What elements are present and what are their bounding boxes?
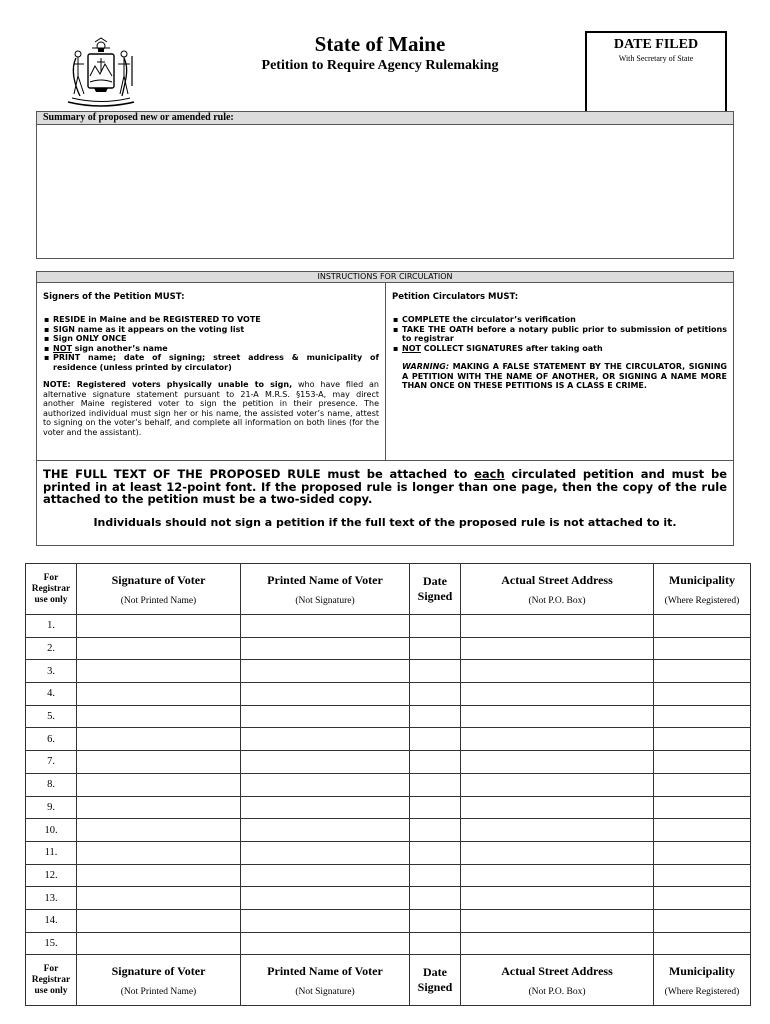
municipality-cell[interactable] [654, 932, 751, 955]
municipality-cell[interactable] [654, 728, 751, 751]
circulators-heading: Petition Circulators MUST: [392, 292, 519, 302]
printed-name-cell[interactable] [241, 932, 410, 955]
table-row [26, 683, 751, 706]
signature-cell[interactable] [77, 773, 241, 796]
row-number: 5. [26, 705, 77, 728]
list-item: ▪ TAKE THE OATH before a notary public prior to submission of petitions to registrar [392, 325, 727, 344]
header-municipality-label: Municipality [668, 572, 735, 587]
warning-label: WARNING: [402, 362, 450, 371]
footer-address [461, 955, 654, 1006]
signature-cell[interactable] [77, 615, 241, 638]
printed-name-cell[interactable] [241, 660, 410, 683]
page-title: State of Maine [314, 32, 446, 56]
table-row [26, 864, 751, 887]
instructions-box [36, 271, 734, 546]
date-cell[interactable] [410, 864, 461, 887]
signature-cell[interactable] [77, 841, 241, 864]
printed-name-cell[interactable] [241, 819, 410, 842]
date-cell[interactable] [410, 637, 461, 660]
printed-name-cell[interactable] [241, 887, 410, 910]
municipality-cell[interactable] [654, 637, 751, 660]
footer-date [410, 955, 461, 1006]
signers-list [43, 315, 379, 372]
printed-name-cell[interactable] [241, 841, 410, 864]
address-cell[interactable] [461, 819, 654, 842]
underlined-not: NOT [402, 343, 421, 353]
full-text-requirement [37, 461, 733, 506]
date-cell[interactable] [410, 841, 461, 864]
footer-municipality [654, 955, 751, 1006]
address-cell[interactable] [461, 864, 654, 887]
full-text-each: each [474, 467, 505, 481]
signature-cell[interactable] [77, 751, 241, 774]
address-cell[interactable] [461, 660, 654, 683]
list-item: ▪ COMPLETE the circulator’s verification [392, 315, 727, 325]
footer-signature-sub: (Not Printed Name) [120, 986, 197, 997]
date-cell[interactable] [410, 932, 461, 955]
date-cell[interactable] [410, 909, 461, 932]
footer-registrar-label: For Registrar use only [31, 963, 71, 996]
signature-cell[interactable] [77, 728, 241, 751]
printed-name-cell[interactable] [241, 796, 410, 819]
instructions-heading: INSTRUCTIONS FOR CIRCULATION [37, 272, 733, 283]
header-printed [241, 564, 410, 615]
signature-cell[interactable] [77, 705, 241, 728]
address-cell[interactable] [461, 841, 654, 864]
printed-name-cell[interactable] [241, 705, 410, 728]
footer-printed [241, 955, 410, 1006]
address-cell[interactable] [461, 705, 654, 728]
table-row [26, 660, 751, 683]
municipality-cell[interactable] [654, 705, 751, 728]
municipality-cell[interactable] [654, 660, 751, 683]
table-header-row [26, 564, 751, 615]
table-footer-row [26, 955, 751, 1006]
date-cell[interactable] [410, 728, 461, 751]
list-item: ▪ Sign ONLY ONCE [43, 334, 379, 344]
printed-name-cell[interactable] [241, 751, 410, 774]
address-cell[interactable] [461, 932, 654, 955]
list-item-text: COLLECT SIGNATURES after taking oath [420, 343, 603, 353]
list-item [43, 344, 379, 354]
table-row [26, 819, 751, 842]
row-number: 8. [26, 773, 77, 796]
table-row [26, 909, 751, 932]
address-cell[interactable] [461, 909, 654, 932]
row-number: 2. [26, 637, 77, 660]
municipality-cell[interactable] [654, 615, 751, 638]
printed-name-cell[interactable] [241, 615, 410, 638]
circulators-list [392, 315, 727, 353]
footer-municipality-label: Municipality [668, 963, 735, 978]
date-cell[interactable] [410, 773, 461, 796]
header-signature [77, 564, 241, 615]
date-cell[interactable] [410, 660, 461, 683]
date-filed-label: DATE FILED [613, 37, 699, 52]
note-paragraph [43, 380, 379, 438]
header-registrar [26, 564, 77, 615]
address-cell[interactable] [461, 796, 654, 819]
municipality-cell[interactable] [654, 841, 751, 864]
footer-address-label: Actual Street Address [501, 963, 613, 978]
address-cell[interactable] [461, 637, 654, 660]
date-cell[interactable] [410, 887, 461, 910]
list-item: ▪ RESIDE in Maine and be REGISTERED TO VOTE [43, 315, 379, 325]
underlined-not: NOT [53, 343, 72, 353]
header-municipality-sub: (Where Registered) [664, 595, 740, 606]
date-filed-sub: With Secretary of State [618, 54, 694, 63]
table-row [26, 705, 751, 728]
list-item: ▪ PRINT name; date of signing; street address & municipality of residence (unless printed by circulator) [43, 353, 379, 372]
table-body [26, 615, 751, 955]
header-signature-label: Signature of Voter [111, 572, 206, 587]
row-number: 10. [26, 819, 77, 842]
header-date-label: Date Signed [417, 574, 453, 603]
address-cell[interactable] [461, 615, 654, 638]
municipality-cell[interactable] [654, 864, 751, 887]
header-printed-sub: (Not Signature) [295, 595, 355, 606]
header-municipality [654, 564, 751, 615]
row-number: 3. [26, 660, 77, 683]
footer-signature-label: Signature of Voter [111, 963, 206, 978]
row-number: 11. [26, 841, 77, 864]
header-address-sub: (Not P.O. Box) [528, 595, 586, 606]
signature-cell[interactable] [77, 660, 241, 683]
municipality-cell[interactable] [654, 796, 751, 819]
signature-cell[interactable] [77, 796, 241, 819]
warning-paragraph [392, 362, 727, 391]
table-row [26, 887, 751, 910]
date-cell[interactable] [410, 705, 461, 728]
printed-name-cell[interactable] [241, 909, 410, 932]
signature-cell[interactable] [77, 887, 241, 910]
signature-cell[interactable] [77, 819, 241, 842]
printed-name-cell[interactable] [241, 864, 410, 887]
header-address-label: Actual Street Address [501, 572, 613, 587]
signature-cell[interactable] [77, 932, 241, 955]
signature-cell[interactable] [77, 909, 241, 932]
table-row [26, 637, 751, 660]
municipality-cell[interactable] [654, 819, 751, 842]
header-signature-sub: (Not Printed Name) [120, 595, 197, 606]
header-printed-label: Printed Name of Voter [267, 572, 383, 587]
municipality-cell[interactable] [654, 683, 751, 706]
row-number: 14. [26, 909, 77, 932]
header-registrar-label: For Registrar use only [31, 572, 71, 605]
summary-label: Summary of proposed new or amended rule: [37, 112, 733, 125]
warning-text: MAKING A FALSE STATEMENT BY THE CIRCULATOR, SIGNING A PETITION WITH THE NAME OF ANOTHER, OR SIGNING A NAME MORE THAN ONCE ON THESE PETITIONS IS A CLASS E CRIME. [402, 362, 727, 391]
signers-column [37, 283, 386, 461]
summary-box[interactable] [36, 111, 734, 259]
signature-table [25, 563, 751, 1006]
row-number: 6. [26, 728, 77, 751]
note-bold: Registered voters physically unable to sign, [70, 380, 293, 389]
date-cell[interactable] [410, 819, 461, 842]
row-number: 1. [26, 615, 77, 638]
table-row [26, 841, 751, 864]
signers-heading: Signers of the Petition MUST: [43, 292, 185, 302]
municipality-cell[interactable] [654, 887, 751, 910]
header-address [461, 564, 654, 615]
page-subtitle: Petition to Require Agency Rulemaking [261, 58, 499, 73]
footer-date-label: Date Signed [417, 965, 453, 995]
row-number: 4. [26, 683, 77, 706]
row-number: 9. [26, 796, 77, 819]
date-cell[interactable] [410, 683, 461, 706]
individuals-notice: Individuals should not sign a petition if the full text of the proposed rule is not attached to it. [93, 515, 677, 529]
table-row [26, 615, 751, 638]
municipality-cell[interactable] [654, 751, 751, 774]
footer-registrar [26, 955, 77, 1006]
municipality-cell[interactable] [654, 773, 751, 796]
list-item [392, 344, 727, 354]
table-row [26, 728, 751, 751]
note-label: NOTE: [43, 380, 71, 389]
printed-name-cell[interactable] [241, 637, 410, 660]
circulators-column [386, 283, 733, 461]
address-cell[interactable] [461, 683, 654, 706]
signature-cell[interactable] [77, 864, 241, 887]
full-text-b: circulated petition and must be printed in at least 12-point font. If the proposed rule is longer than one page, then the copy of the rule attached to the petition must be a two-sided copy. [43, 467, 728, 506]
date-cell[interactable] [410, 796, 461, 819]
footer-signature [77, 955, 241, 1006]
date-cell[interactable] [410, 751, 461, 774]
list-item-text: sign another’s name [71, 343, 168, 353]
table-row [26, 932, 751, 955]
table-row [26, 773, 751, 796]
note-text: who have filed an alternative signature statement pursuant to 21-A M.R.S. §153-A, may direct another Maine registered voter to sign the petition in their presence. The authorized individual must sign her or his name, the assisted voter’s name, attest to signing on the voter’s behalf, and complete all information on both lines (for the voter and the assistant). [43, 380, 379, 437]
row-number: 15. [26, 932, 77, 955]
row-number: 13. [26, 887, 77, 910]
list-item: ▪ SIGN name as it appears on the voting list [43, 325, 379, 335]
signature-cell[interactable] [77, 637, 241, 660]
header-date [410, 564, 461, 615]
address-cell[interactable] [461, 773, 654, 796]
signature-cell[interactable] [77, 683, 241, 706]
table-row [26, 751, 751, 774]
address-cell[interactable] [461, 728, 654, 751]
printed-name-cell[interactable] [241, 728, 410, 751]
printed-name-cell[interactable] [241, 773, 410, 796]
table-row [26, 796, 751, 819]
footer-municipality-sub: (Where Registered) [664, 986, 740, 997]
printed-name-cell[interactable] [241, 683, 410, 706]
date-filed-box [585, 31, 727, 116]
address-cell[interactable] [461, 751, 654, 774]
municipality-cell[interactable] [654, 909, 751, 932]
footer-printed-sub: (Not Signature) [295, 986, 355, 997]
address-cell[interactable] [461, 887, 654, 910]
full-text-a: THE FULL TEXT OF THE PROPOSED RULE must be attached to [43, 467, 475, 481]
footer-printed-label: Printed Name of Voter [267, 963, 383, 978]
row-number: 7. [26, 751, 77, 774]
row-number: 12. [26, 864, 77, 887]
date-cell[interactable] [410, 615, 461, 638]
footer-address-sub: (Not P.O. Box) [528, 986, 586, 997]
